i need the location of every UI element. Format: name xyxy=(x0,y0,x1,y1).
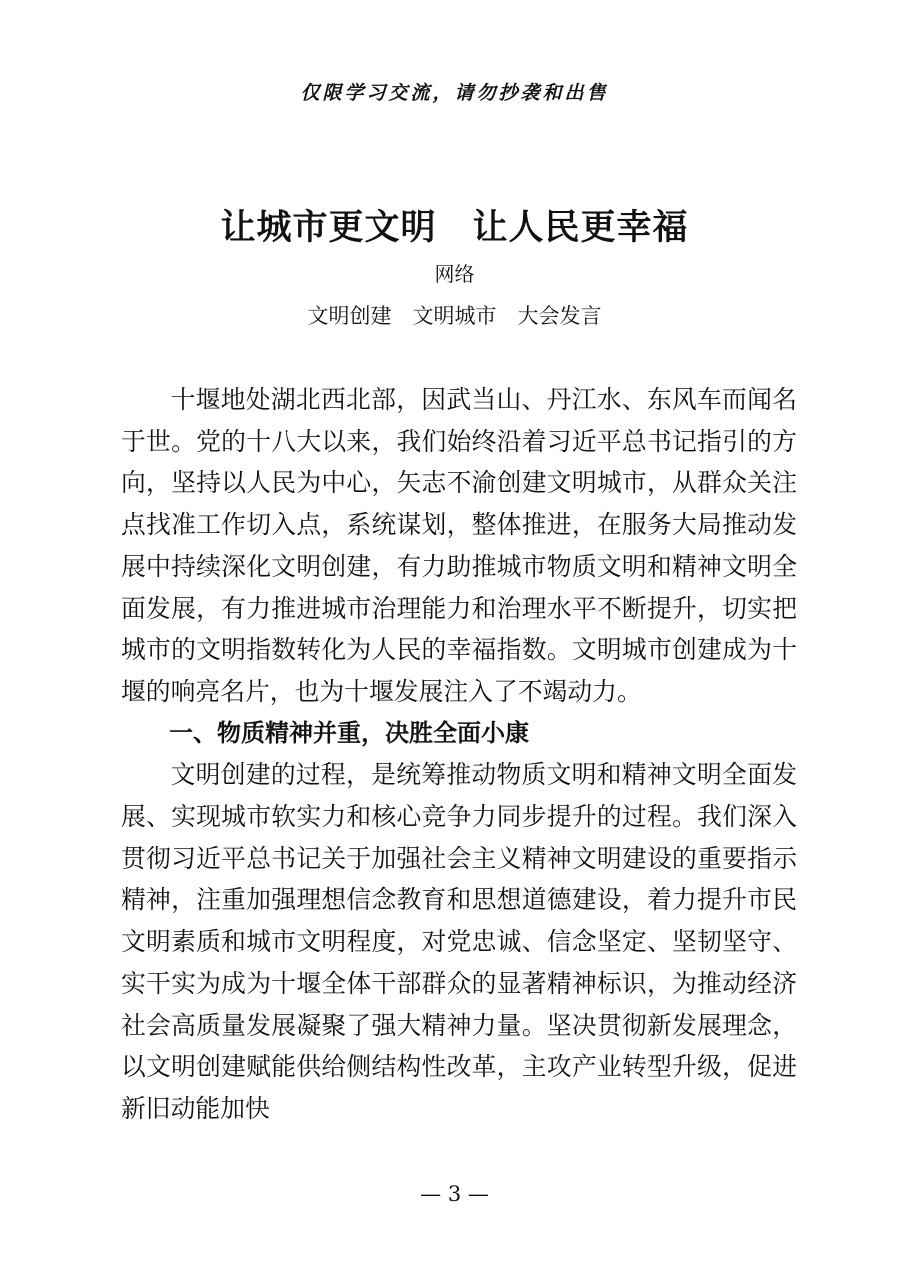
body-paragraph: 文明创建的过程，是统筹推动物质文明和精神文明全面发展、实现城市软实力和核心竞争力同步提升的过程。我们深入贯彻习近平总书记关于加强社会主义精神文明建设的重要指示精神，注重加强理想信念教育和思想道德建设，着力提升市民文明素质和城市文明程度，对党忠诚、信念坚定、坚韧坚守、实干实为成为十堰全体干部群众的显著精神标识，为推动经济社会高质量发展凝聚了强大精神力量。坚决贯彻新发展理念，以文明创建赋能供给侧结构性改革，主攻产业转型升级，促进新旧动能加快 xyxy=(121,760,797,1123)
document-body xyxy=(121,379,797,1130)
header-note: 仅限学习交流，请勿抄袭和出售 xyxy=(300,82,609,104)
body-paragraph: 十堰地处湖北西北部，因武当山、丹江水、东风车而闻名于世。党的十八大以来，我们始终沿着习近平总书记指引的方向，坚持以人民为中心，矢志不渝创建文明城市，从群众关注点找准工作切入点，系统谋划，整体推进，在服务大局推动发展中持续深化文明创建，有力助推城市物质文明和精神文明全面发展，有力推进城市治理能力和治理水平不断提升，切实把城市的文明指数转化为人民的幸福指数。文明城市创建成为十堰的响亮名片，也为十堰发展注入了不竭动力。 xyxy=(121,385,797,706)
page-number: — 3 — xyxy=(420,1182,489,1206)
section-heading: 一、物质精神并重，决胜全面小康 xyxy=(169,718,529,747)
source-line: 网络 xyxy=(434,262,475,286)
keywords-line: 文明创建 文明城市 大会发言 xyxy=(307,304,602,328)
document-title: 让城市更文明 让人民更幸福 xyxy=(220,207,689,248)
